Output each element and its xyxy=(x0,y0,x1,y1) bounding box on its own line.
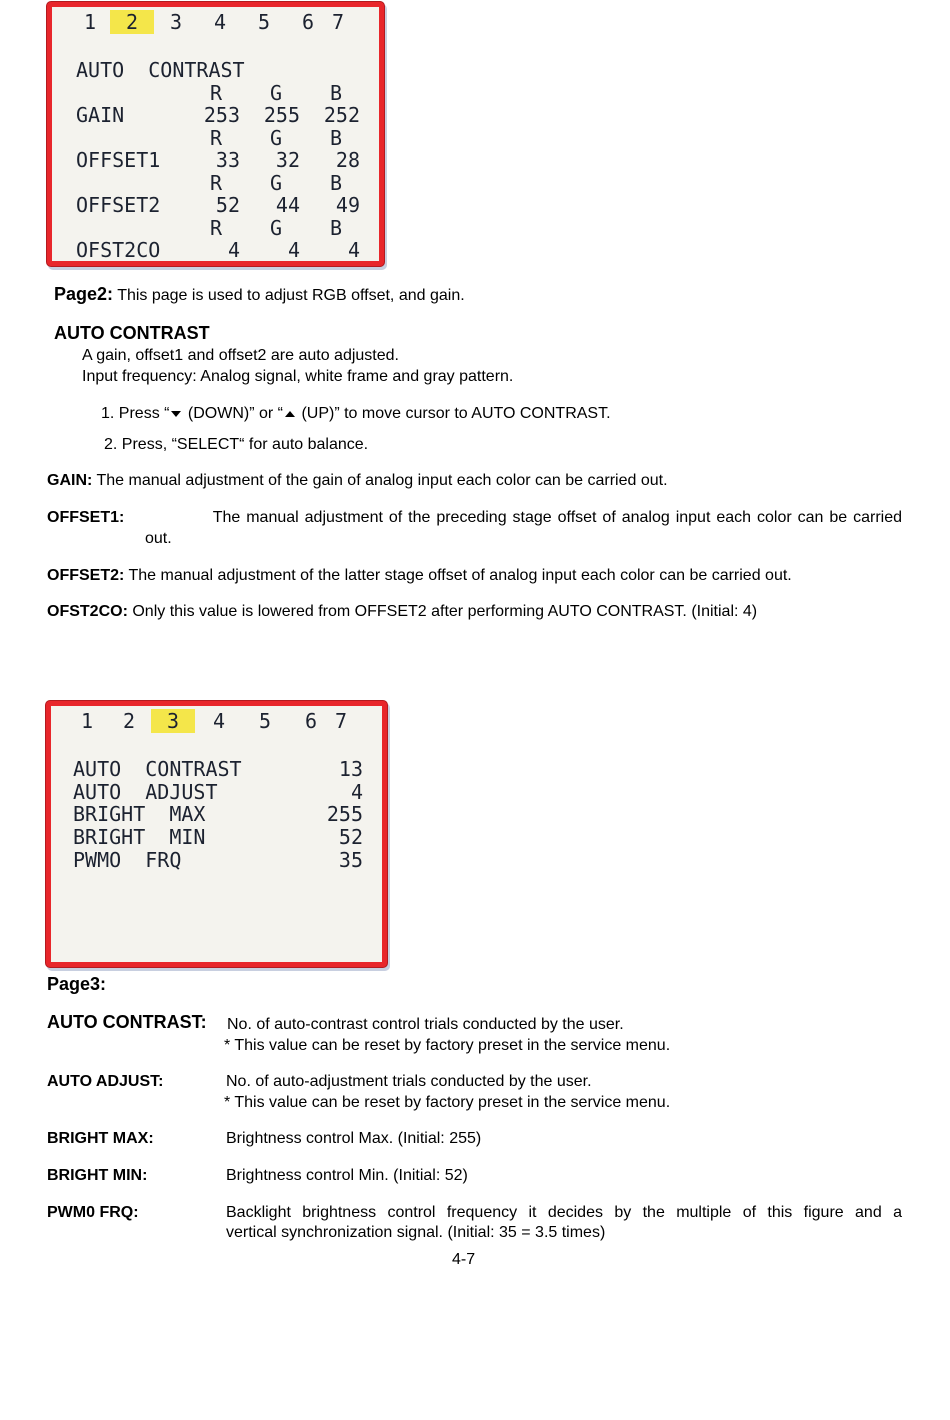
p3-text-auto-contrast-2: * This value can be reset by factory preset in the service menu. xyxy=(224,1037,671,1054)
page2-heading: Page2: xyxy=(54,284,114,304)
offset2-label: OFFSET2: xyxy=(47,567,125,584)
osd-row-label: PWMO FRQ xyxy=(73,848,182,872)
osd-row-label: BRIGHT MAX xyxy=(73,802,206,826)
osd-hdr-b: B xyxy=(330,171,343,195)
osd-hdr-b: B xyxy=(330,216,343,240)
osd-row-value: 4 xyxy=(350,780,363,804)
osd-tab-5: 5 xyxy=(258,709,272,733)
osd-tab-6: 6 xyxy=(301,10,315,34)
page2-intro-line xyxy=(54,284,465,306)
osd-row-value-g: 4 xyxy=(287,238,300,262)
osd-hdr-b: B xyxy=(330,126,343,150)
osd-row-value: 35 xyxy=(338,848,363,872)
up-arrow-icon xyxy=(285,411,295,417)
auto-contrast-title: AUTO CONTRAST xyxy=(54,323,210,343)
osd-row-value: 52 xyxy=(338,825,363,849)
osd-hdr-r: R xyxy=(210,216,223,240)
gain-label: GAIN: xyxy=(47,472,93,489)
osd-row-value-b: 49 xyxy=(335,193,360,217)
osd-tab-7: 7 xyxy=(331,10,345,34)
offset1-text: The manual adjustment of the preceding stage offset of analog input each color can be carried xyxy=(212,509,902,526)
p3-text-auto-contrast-1: No. of auto-contrast control trials conducted by the user. xyxy=(227,1016,624,1033)
osd-tab-3: 3 xyxy=(151,709,195,733)
osd-tab-2: 2 xyxy=(110,10,154,34)
offset1-text-cont: out. xyxy=(145,530,172,547)
offset1-label: OFFSET1: xyxy=(47,509,125,526)
osd-tab-1: 1 xyxy=(83,10,97,34)
osd-row-value-b: 28 xyxy=(335,148,360,172)
osd-tab-4: 4 xyxy=(212,709,226,733)
osd-row-value-b: 4 xyxy=(347,238,360,262)
page-number: 4-7 xyxy=(452,1251,476,1268)
osd-row-value-r: 52 xyxy=(215,193,240,217)
p3-label-pwm0-frq: PWM0 FRQ: xyxy=(47,1204,139,1221)
osd-hdr-g: G xyxy=(270,81,283,105)
p3-text-bright-max: Brightness control Max. (Initial: 255) xyxy=(226,1130,482,1147)
ofst2co-text: Only this value is lowered from OFFSET2 after performing AUTO CONTRAST. (Initial: 4) xyxy=(132,603,758,620)
osd-row-label: OFST2CO xyxy=(76,238,161,262)
step1-part-c: (UP)” to move cursor to AUTO CONTRAST. xyxy=(297,405,611,422)
step1-part-b: (DOWN)” or “ xyxy=(183,405,283,422)
osd-screen-page2 xyxy=(47,2,384,266)
p3-label-bright-max: BRIGHT MAX: xyxy=(47,1130,154,1147)
osd-row-label: GAIN xyxy=(76,103,125,127)
osd-row-value: 255 xyxy=(326,802,363,826)
offset1-desc xyxy=(47,507,902,528)
osd-screen-page3 xyxy=(46,701,387,967)
offset2-text: The manual adjustment of the latter stage offset of analog input each color can be carried out. xyxy=(128,567,792,584)
osd-tab-1: 1 xyxy=(80,709,94,733)
osd-hdr-r: R xyxy=(210,126,223,150)
osd-tab-3: 3 xyxy=(169,10,183,34)
ofst2co-label: OFST2CO: xyxy=(47,603,128,620)
osd-hdr-g: G xyxy=(270,126,283,150)
page3-heading: Page3: xyxy=(47,974,107,994)
down-arrow-icon xyxy=(171,411,181,417)
osd-hdr-b: B xyxy=(330,81,343,105)
osd-row-value-g: 32 xyxy=(275,148,300,172)
osd-row-value-g: 44 xyxy=(275,193,300,217)
p3-label-auto-contrast: AUTO CONTRAST: xyxy=(47,1012,207,1032)
gain-desc xyxy=(47,470,668,491)
osd-row-value-b: 252 xyxy=(323,103,360,127)
osd-hdr-r: R xyxy=(210,81,223,105)
p3-text-pwm0-frq-2: vertical synchronization signal. (Initial: 35 = 3.5 times) xyxy=(226,1224,606,1241)
osd-hdr-g: G xyxy=(270,216,283,240)
osd-row-label: AUTO CONTRAST xyxy=(73,757,242,781)
p3-text-auto-adjust-1: No. of auto-adjustment trials conducted by the user. xyxy=(226,1073,592,1090)
osd-tab-5: 5 xyxy=(257,10,271,34)
osd-hdr-r: R xyxy=(210,171,223,195)
offset2-desc xyxy=(47,565,792,586)
auto-contrast-desc-2: Input frequency: Analog signal, white frame and gray pattern. xyxy=(82,368,514,385)
p3-label-auto-adjust: AUTO ADJUST: xyxy=(47,1073,164,1090)
osd-row-value-r: 253 xyxy=(203,103,240,127)
osd-tab-4: 4 xyxy=(213,10,227,34)
step1-part-a: 1. Press “ xyxy=(101,405,170,422)
p3-text-pwm0-frq-1 xyxy=(226,1202,902,1223)
osd-row-value-g: 255 xyxy=(263,103,300,127)
osd-row-value: 13 xyxy=(338,757,363,781)
osd-row-label: BRIGHT MIN xyxy=(73,825,206,849)
osd-tab-6: 6 xyxy=(304,709,318,733)
ofst2co-desc xyxy=(47,601,757,622)
osd-row-label: OFFSET2 xyxy=(76,193,161,217)
osd-tab-2: 2 xyxy=(122,709,136,733)
osd-tab-7: 7 xyxy=(334,709,348,733)
auto-contrast-desc-1: A gain, offset1 and offset2 are auto adjusted. xyxy=(82,347,399,364)
p3-text-pwm0-frq-1-inner: Backlight brightness control frequency it decides by the multiple of this figure and a xyxy=(226,1204,902,1221)
p3-text-auto-adjust-2: * This value can be reset by factory preset in the service menu. xyxy=(224,1094,671,1111)
osd-row-value-r: 33 xyxy=(215,148,240,172)
osd-title: AUTO CONTRAST xyxy=(76,58,245,82)
page2-intro: This page is used to adjust RGB offset, and gain. xyxy=(117,287,465,304)
osd-row-label: OFFSET1 xyxy=(76,148,161,172)
gain-text: The manual adjustment of the gain of analog input each color can be carried out. xyxy=(96,472,668,489)
p3-label-bright-min: BRIGHT MIN: xyxy=(47,1167,148,1184)
osd-row-value-r: 4 xyxy=(227,238,240,262)
osd-row-label: AUTO ADJUST xyxy=(73,780,218,804)
step-1 xyxy=(101,403,611,424)
p3-text-bright-min: Brightness control Min. (Initial: 52) xyxy=(226,1167,468,1184)
osd-hdr-g: G xyxy=(270,171,283,195)
step-2: 2. Press, “SELECT“ for auto balance. xyxy=(104,436,369,453)
